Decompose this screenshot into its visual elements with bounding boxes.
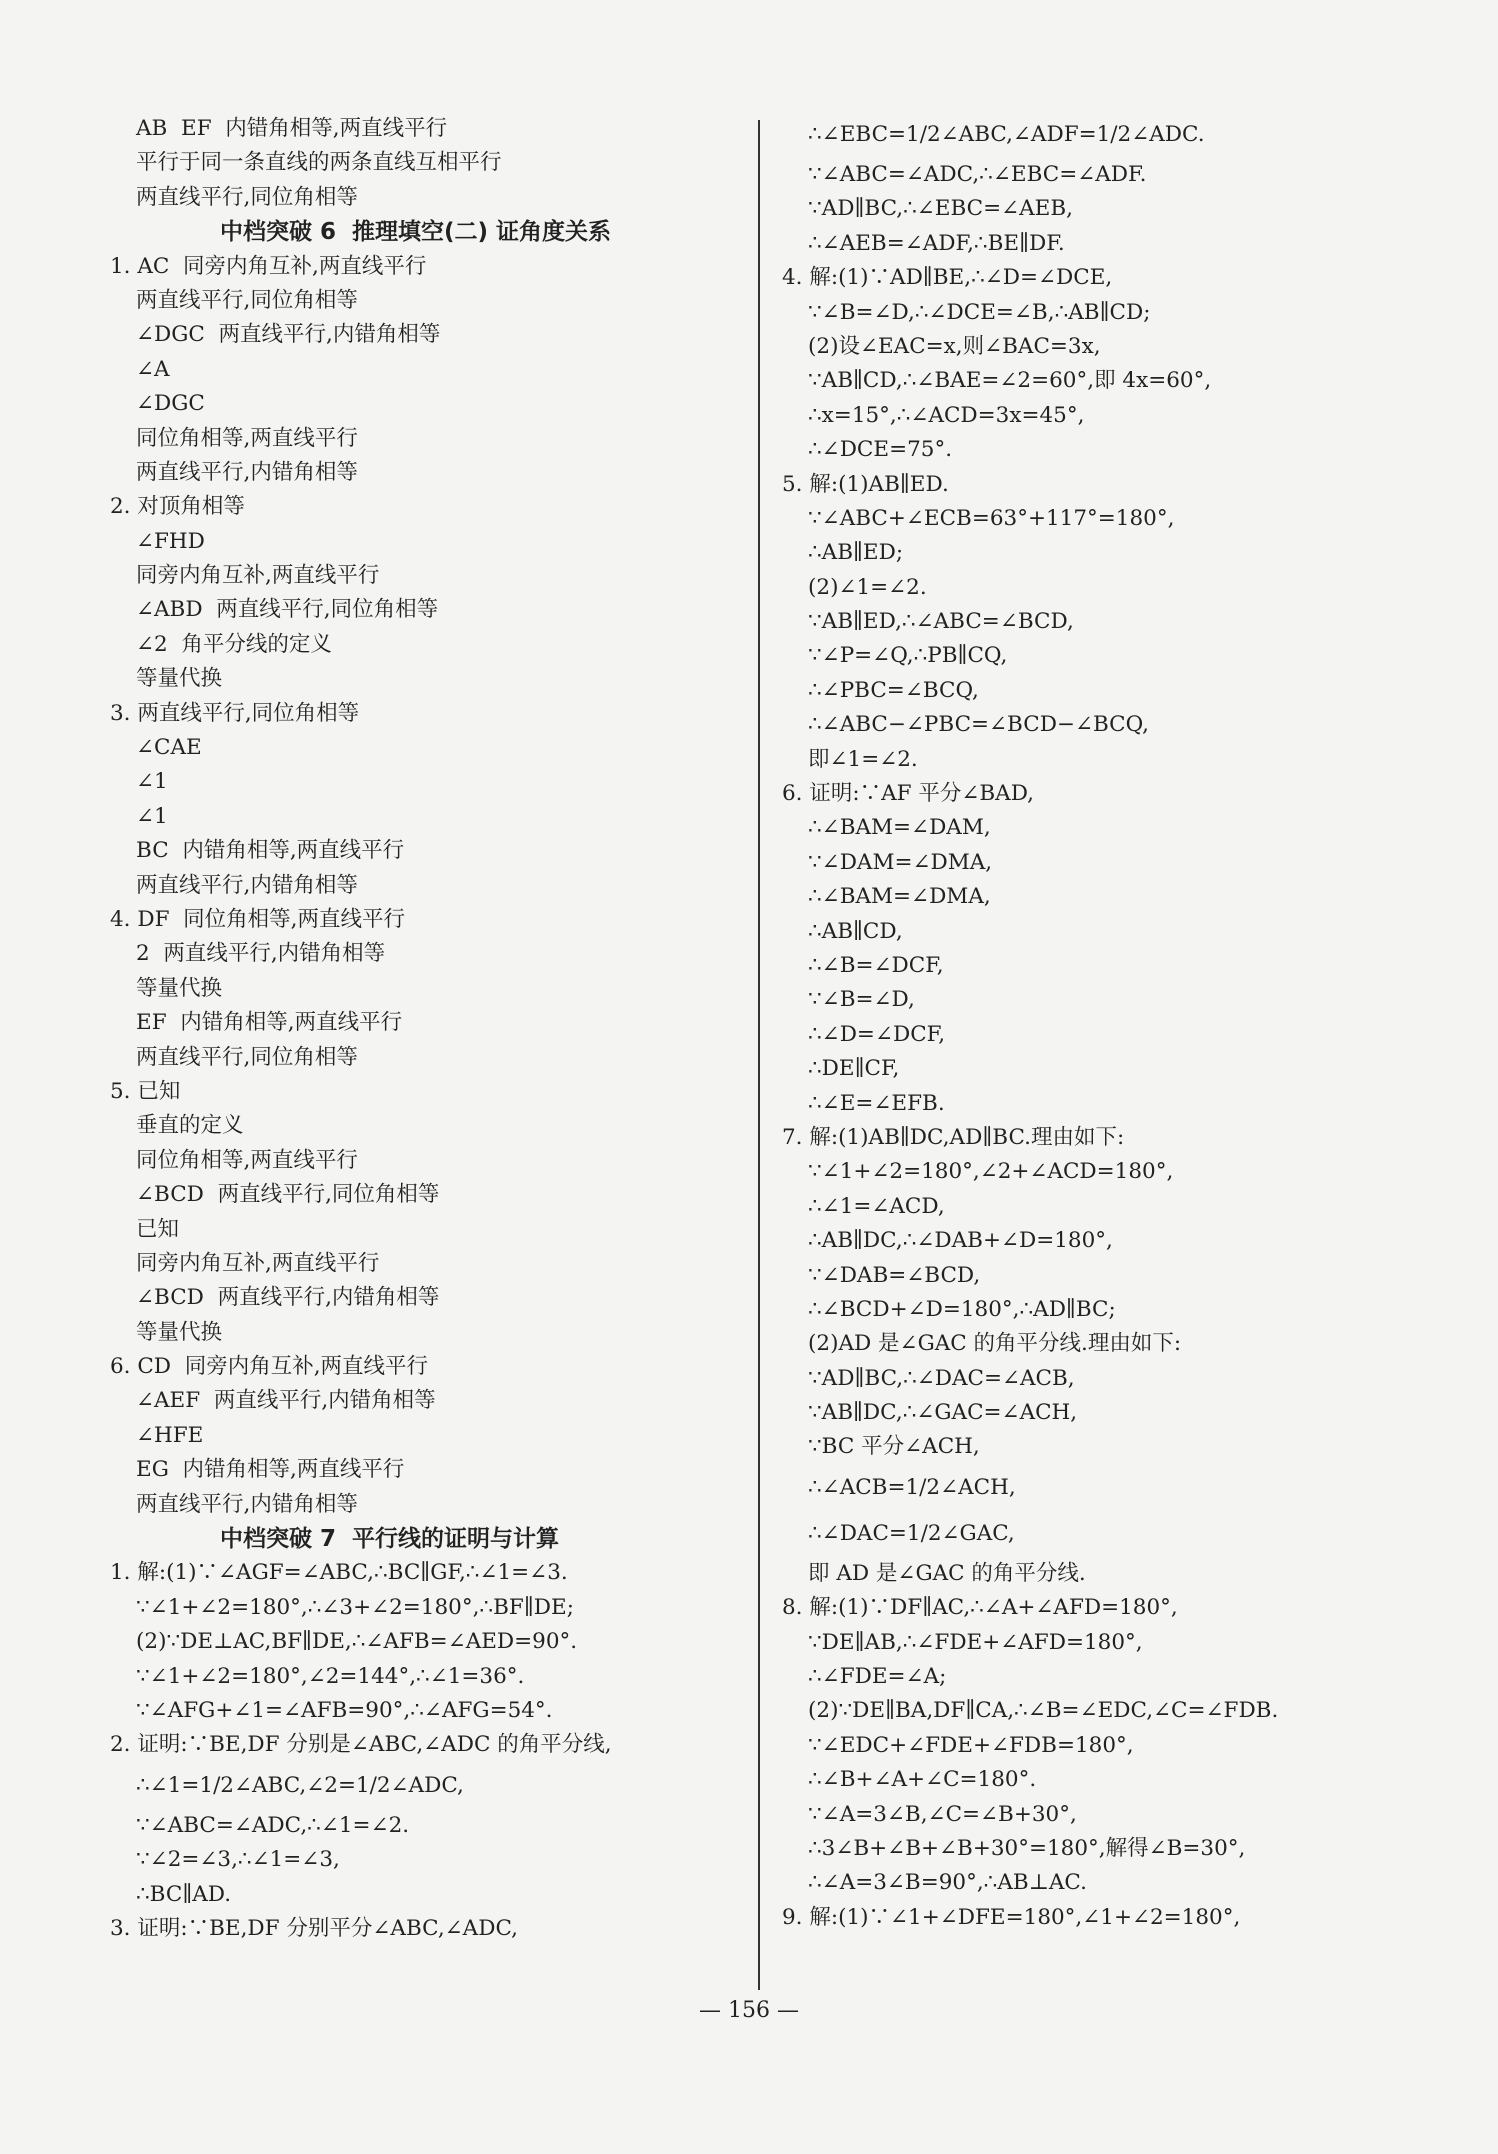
text-line: ∴∠PBC=∠BCQ, [808, 677, 979, 703]
text-line: ∵∠P=∠Q,∴PB∥CQ, [808, 643, 1008, 669]
text-line: ∴∠DAC=1/2∠GAC, [808, 1520, 1015, 1546]
text-line: ∵∠AFG+∠1=∠AFB=90°,∴∠AFG=54°. [136, 1697, 553, 1723]
text-line: ∵DE∥AB,∴∠FDE+∠AFD=180°, [808, 1629, 1143, 1655]
text-line: 两直线平行,内错角相等 [136, 1491, 358, 1517]
text-line: ∴DE∥CF, [808, 1056, 900, 1082]
text-line: 6. 证明:∵AF 平分∠BAD, [782, 781, 1035, 807]
text-line: ∠2 角平分线的定义 [136, 631, 332, 657]
text-line: 9. 解:(1)∵∠1+∠DFE=180°,∠1+∠2=180°, [782, 1904, 1241, 1930]
text-line: ∵∠2=∠3,∴∠1=∠3, [136, 1847, 340, 1873]
text-line: ∵AD∥BC,∴∠DAC=∠ACB, [808, 1365, 1075, 1391]
text-line: ∴∠A=3∠B=90°,∴AB⊥AC. [808, 1870, 1087, 1896]
text-line: ∴∠1=1/2∠ABC,∠2=1/2∠ADC, [136, 1772, 464, 1798]
text-line: ∵∠DAM=∠DMA, [808, 849, 993, 875]
text-line: ∵∠1+∠2=180°,∠2=144°,∴∠1=36°. [136, 1663, 525, 1689]
text-line: ∵AB∥ED,∴∠ABC=∠BCD, [808, 609, 1074, 635]
right-column [782, 112, 1462, 1935]
column-divider [758, 120, 760, 1990]
text-line: ∠ABD 两直线平行,同位角相等 [136, 597, 439, 623]
text-line: ∵∠A=3∠B,∠C=∠B+30°, [808, 1801, 1077, 1827]
text-line: 已知 [136, 1216, 180, 1242]
text-line: ∠DGC [136, 391, 205, 417]
text-line: ∵∠1+∠2=180°,∴∠3+∠2=180°,∴BF∥DE; [136, 1594, 574, 1620]
text-line: 3. 两直线平行,同位角相等 [110, 700, 360, 726]
text-line: ∴∠1=∠ACD, [808, 1193, 945, 1219]
text-line: ∵∠B=∠D,∴∠DCE=∠B,∴AB∥CD; [808, 299, 1151, 325]
text-line: ∵AD∥BC,∴∠EBC=∠AEB, [808, 196, 1074, 222]
text-line: ∠1 [136, 803, 168, 829]
text-line: 4. 解:(1)∵AD∥BE,∴∠D=∠DCE, [782, 265, 1113, 291]
page-number: — 156 — [699, 1998, 799, 2023]
text-line: ∴∠E=∠EFB. [808, 1090, 945, 1116]
text-line: 2. 对顶角相等 [110, 494, 245, 520]
text-line: 两直线平行,同位角相等 [136, 1044, 358, 1070]
text-line: (2)AD 是∠GAC 的角平分线.理由如下: [808, 1331, 1182, 1357]
text-line: ∠AEF 两直线平行,内错角相等 [136, 1388, 436, 1414]
text-line: ∴∠ACB=1/2∠ACH, [808, 1474, 1016, 1500]
text-line: 同位角相等,两直线平行 [136, 425, 358, 451]
text-line: 2 两直线平行,内错角相等 [136, 941, 386, 967]
text-line: ∴∠B+∠A+∠C=180°. [808, 1767, 1037, 1793]
text-line: ∠A [136, 356, 170, 382]
text-line: ∠BCD 两直线平行,内错角相等 [136, 1285, 440, 1311]
text-line: ∴3∠B+∠B+∠B+30°=180°,解得∠B=30°, [808, 1835, 1246, 1861]
text-line: ∴∠D=∠DCF, [808, 1021, 946, 1047]
text-line: 同旁内角互补,两直线平行 [136, 563, 380, 589]
text-line: 等量代换 [136, 666, 223, 692]
text-line: 8. 解:(1)∵DF∥AC,∴∠A+∠AFD=180°, [782, 1595, 1178, 1621]
text-line: ∠BCD 两直线平行,同位角相等 [136, 1182, 440, 1208]
text-line: 垂直的定义 [136, 1113, 244, 1139]
text-line: ∴∠FDE=∠A; [808, 1664, 947, 1690]
text-line: 1. AC 同旁内角互补,两直线平行 [110, 253, 427, 279]
left-column [110, 112, 750, 1946]
text-line: ∵AB∥CD,∴∠BAE=∠2=60°,即 4x=60°, [808, 368, 1212, 394]
text-line: ∴∠B=∠DCF, [808, 952, 944, 978]
text-line: 4. DF 同位角相等,两直线平行 [110, 906, 406, 932]
text-line: ∠HFE [136, 1422, 204, 1448]
text-line: 同位角相等,两直线平行 [136, 1147, 358, 1173]
text-line: 1. 解:(1)∵∠AGF=∠ABC,∴BC∥GF,∴∠1=∠3. [110, 1560, 568, 1586]
text-line: ∠1 [136, 769, 168, 795]
text-line: 两直线平行,同位角相等 [136, 184, 358, 210]
text-line: 等量代换 [136, 1319, 223, 1345]
text-line: ∵∠ABC+∠ECB=63°+117°=180°, [808, 505, 1175, 531]
text-line: ∴∠ABC−∠PBC=∠BCD−∠BCQ, [808, 712, 1149, 738]
text-line: AB EF 内错角相等,两直线平行 [136, 116, 448, 141]
text-line: ∴∠BAM=∠DMA, [808, 884, 991, 910]
text-line: ∴∠EBC=1/2∠ABC,∠ADF=1/2∠ADC. [808, 122, 1205, 147]
text-line: ∴AB∥DC,∴∠DAB+∠D=180°, [808, 1228, 1113, 1254]
text-line: ∵∠B=∠D, [808, 987, 915, 1013]
text-line: 平行于同一条直线的两条直线互相平行 [136, 150, 502, 176]
text-line: ∵∠ABC=∠ADC,∴∠1=∠2. [136, 1812, 410, 1838]
text-line: 5. 已知 [110, 1078, 181, 1104]
text-line: ∠CAE [136, 735, 202, 761]
text-line: 同旁内角互补,两直线平行 [136, 1250, 380, 1276]
text-line: ∵∠1+∠2=180°,∠2+∠ACD=180°, [808, 1159, 1174, 1185]
text-line: ∴BC∥AD. [136, 1881, 232, 1907]
text-line: 5. 解:(1)AB∥ED. [782, 471, 949, 497]
text-line: EG 内错角相等,两直线平行 [136, 1457, 405, 1483]
text-line: 两直线平行,同位角相等 [136, 287, 358, 313]
text-line: ∴AB∥ED; [808, 540, 904, 566]
text-line: ∵∠ABC=∠ADC,∴∠EBC=∠ADF. [808, 162, 1147, 187]
text-line: 2. 证明:∵BE,DF 分别是∠ABC,∠ADC 的角平分线, [110, 1732, 612, 1758]
text-line: (2)∠1=∠2. [808, 574, 927, 600]
text-line: ∴∠DCE=75°. [808, 437, 953, 463]
text-line: ∴AB∥CD, [808, 918, 903, 944]
text-line: ∵∠DAB=∠BCD, [808, 1262, 981, 1288]
text-line: (2)∵DE⊥AC,BF∥DE,∴∠AFB=∠AED=90°. [136, 1629, 578, 1655]
text-line: 即 AD 是∠GAC 的角平分线. [808, 1560, 1086, 1586]
text-line: (2)设∠EAC=x,则∠BAC=3x, [808, 333, 1101, 359]
text-line: ∴x=15°,∴∠ACD=3x=45°, [808, 402, 1085, 428]
text-line: ∵∠EDC+∠FDE+∠FDB=180°, [808, 1732, 1134, 1758]
text-line: 6. CD 同旁内角互补,两直线平行 [110, 1354, 429, 1380]
text-line: 7. 解:(1)AB∥DC,AD∥BC.理由如下: [782, 1124, 1125, 1150]
text-line: ∠FHD [136, 528, 205, 554]
text-line: ∵AB∥DC,∴∠GAC=∠ACH, [808, 1400, 1078, 1426]
text-line: 两直线平行,内错角相等 [136, 459, 358, 485]
text-line: BC 内错角相等,两直线平行 [136, 838, 405, 864]
text-line: EF 内错角相等,两直线平行 [136, 1010, 403, 1036]
text-line: ∵BC 平分∠ACH, [808, 1434, 980, 1460]
text-line: ∴∠AEB=∠ADF,∴BE∥DF. [808, 230, 1065, 256]
text-line: 两直线平行,内错角相等 [136, 872, 358, 898]
text-line: 即∠1=∠2. [808, 746, 918, 772]
text-line: ∴∠BAM=∠DAM, [808, 815, 991, 841]
text-line: (2)∵DE∥BA,DF∥CA,∴∠B=∠EDC,∠C=∠FDB. [808, 1698, 1279, 1724]
text-line: ∴∠BCD+∠D=180°,∴AD∥BC; [808, 1296, 1116, 1322]
text-line: 3. 证明:∵BE,DF 分别平分∠ABC,∠ADC, [110, 1915, 518, 1941]
section-heading: 中档突破 7 平行线的证明与计算 [220, 1526, 560, 1553]
section-heading: 中档突破 6 推理填空(二) 证角度关系 [220, 219, 612, 246]
text-line: ∠DGC 两直线平行,内错角相等 [136, 322, 441, 348]
text-line: 等量代换 [136, 975, 223, 1001]
